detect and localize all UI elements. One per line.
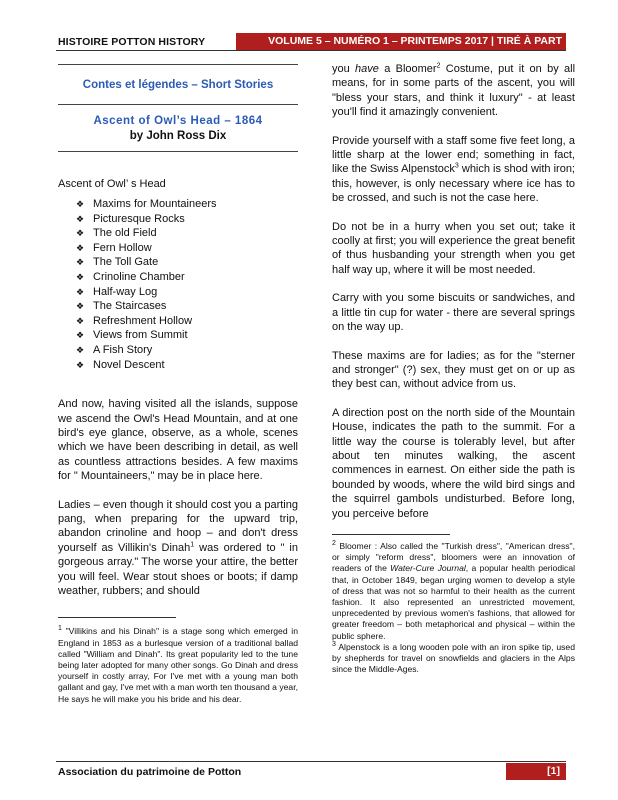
- toc-item: [76, 285, 298, 300]
- toc-item-label: The old Field: [93, 227, 157, 240]
- toc-item-label: Picturesque Rocks: [93, 212, 185, 225]
- toc-item-label: Views from Summit: [93, 329, 188, 342]
- paragraph-text: Ladies – even though it should cost you a parting pang, when preparing for the upward trip, abandon crinoline and hoop – and don't dress yourself as Villikin's Dinah: [58, 498, 298, 554]
- header-rule: [56, 50, 566, 51]
- diamond-bullet-icon: ❖: [76, 344, 85, 355]
- paragraph-text: Provide yourself with a staff some five feet long, a little sharp at the lower end; something in fact, like the Swiss Alpenstock: [332, 134, 575, 176]
- footnote-rule: [58, 617, 176, 618]
- footnote-number: 3: [332, 640, 336, 648]
- toc-item: [76, 255, 298, 270]
- emphasis-text: have: [355, 63, 379, 75]
- footnote-ref-3[interactable]: 3: [454, 162, 459, 170]
- paragraph-intro: And now, having visited all the islands, suppose we ascend the Owl's Head Mountain, and at one bird's eye glance, observe, as a whole, scenes which we have been describing in detail, as well as countless attractions besides. A few maxims for " Mountaineers," may be in place here.: [58, 398, 298, 483]
- section-title: Contes et légendes – Short Stories: [58, 65, 298, 105]
- footnote-number: 2: [332, 540, 336, 548]
- header-issue-banner: VOLUME 5 – NUMÉRO 1 – PRINTEMPS 2017 | TIRÉ À PART: [236, 33, 566, 50]
- toc-item-label: Fern Hollow: [93, 241, 152, 254]
- footnote-text: , a popular health periodical that, in October 1849, began urging women to develop a style of dress that was not so harmful to their health as the current fashion. It also represented an unrestricted movement, unprecedented by previous women's fashions, that allowed for greater freedom – both metaphorical and physical – within the public sphere.: [332, 563, 576, 641]
- toc-item: [76, 212, 298, 227]
- paragraph-text: which is shod with iron; this, however, is only necessary where ice has to be crossed, and such is not the case here.: [332, 163, 575, 205]
- diamond-bullet-icon: ❖: [76, 199, 85, 209]
- toc-item: [76, 343, 298, 358]
- footnote-number: 1: [58, 625, 62, 633]
- diamond-bullet-icon: ❖: [76, 315, 85, 326]
- paragraph-text: Costume, put it on by all means, for in some parts of the ascent, you will "bless your stars, and think it luxury" - at least you'll find it amazingly convenient.: [332, 63, 576, 119]
- toc-item-label: Novel Descent: [93, 358, 165, 371]
- paragraph-text: a Bloomer: [378, 63, 437, 75]
- toc-item: [76, 226, 298, 241]
- paragraph-maxims: These maxims are for ladies; as for the "sterner and stronger" (?) sex, they must get on or up as they best can, without advice from us.: [332, 349, 575, 391]
- toc-list: [76, 197, 298, 372]
- article-author: by John Ross Dix: [129, 130, 227, 142]
- footnote-3: [332, 642, 575, 676]
- footnote-text: Alpenstock is a long wooden pole with an iron spike tip, used by shepherds for travel on snowfields and glaciers in the Alps since the Middle-Ages.: [332, 641, 575, 675]
- diamond-bullet-icon: ❖: [76, 301, 85, 312]
- diamond-bullet-icon: ❖: [76, 213, 85, 224]
- toc-item-label: Refreshment Hollow: [93, 314, 193, 327]
- paragraph-direction-post: A direction post on the north side of the Mountain House, indicates the path to the summit. For a little way the course is tolerably level, but after about ten minutes walking, the ascent commences in earnest. On either side the path is bounded by woods, where the wild bird sings and the squirrel gambols undisturbed. Before long, you perceive before: [332, 406, 575, 520]
- paragraph-hurry: Do not be in a hurry when you set out; take it coolly at first; you will experience the great benefit of thus husbanding your strength when you get half way up, where it will be most needed.: [332, 220, 575, 276]
- toc-item: [76, 358, 298, 373]
- diamond-bullet-icon: ❖: [76, 330, 85, 341]
- diamond-bullet-icon: ❖: [76, 271, 85, 282]
- article-title: Ascent of Owl’s Head – 1864: [93, 115, 263, 127]
- footer-rule: [56, 761, 566, 762]
- title-box: [58, 64, 298, 152]
- header-publication-title: HISTOIRE POTTON HISTORY: [58, 36, 206, 48]
- toc-item-label: The Toll Gate: [93, 256, 159, 269]
- toc-item: [76, 299, 298, 314]
- footer-association: Association du patrimoine de Potton: [58, 766, 242, 778]
- paragraph-text: you: [332, 63, 356, 75]
- toc-item-label: A Fish Story: [93, 343, 153, 356]
- diamond-bullet-icon: ❖: [76, 359, 85, 370]
- left-column: [58, 64, 298, 705]
- diamond-bullet-icon: ❖: [76, 242, 85, 253]
- toc-item-label: Crinoline Chamber: [93, 270, 185, 283]
- diamond-bullet-icon: ❖: [76, 286, 85, 297]
- paragraph-bloomer: [332, 62, 575, 120]
- page-number-badge: [1]: [506, 763, 566, 780]
- toc-item: [76, 270, 298, 285]
- footnote-rule: [332, 534, 450, 535]
- footnote-text: "Villikins and his Dinah" is a stage song which emerged in England in 1853 as a burlesque version of a traditional ballad called "William and Dinah". Its great popularity led to the tune being later adopted for many other songs. Go Dinah and dress yourself in costly array, For I've met with a young man both gallant and gay, I've met with a man worth ten thousand a year, He says he will make you his bride and his dear.: [58, 626, 298, 704]
- footnote-ref-1[interactable]: 1: [190, 541, 195, 549]
- paragraph-staff: [332, 134, 575, 206]
- toc-item: [76, 241, 298, 256]
- right-column: [332, 62, 575, 675]
- toc-item: [76, 328, 298, 343]
- diamond-bullet-icon: ❖: [76, 228, 85, 239]
- paragraph-ladies: [58, 498, 298, 599]
- paragraph-biscuits: Carry with you some biscuits or sandwiches, and a little tin cup for water - there are several springs on the way up.: [332, 292, 575, 334]
- footnote-emphasis: Water-Cure Journal: [390, 563, 466, 574]
- diamond-bullet-icon: ❖: [76, 257, 85, 268]
- toc-item-label: The Staircases: [93, 300, 167, 313]
- footnote-text: Bloomer : Also called the "Turkish dress", "American dress", or simply "reform dress", bloomers were an innovation of readers of the: [332, 540, 575, 574]
- toc-item-label: Maxims for Mountaineers: [93, 198, 217, 210]
- footnote-1: [58, 626, 298, 704]
- paragraph-text: was ordered to " in gorgeous array." The worse your attire, the better you will feel. Wear stout shoes or boots; if damp weather, rubbers; and should: [58, 541, 298, 597]
- toc-item-label: Half-way Log: [93, 285, 158, 298]
- toc-item: [76, 197, 298, 212]
- footnote-2: [332, 541, 575, 642]
- footnote-ref-2[interactable]: 2: [436, 62, 441, 70]
- toc-item: [76, 314, 298, 329]
- toc-title: Ascent of Owl’ s Head: [58, 178, 166, 190]
